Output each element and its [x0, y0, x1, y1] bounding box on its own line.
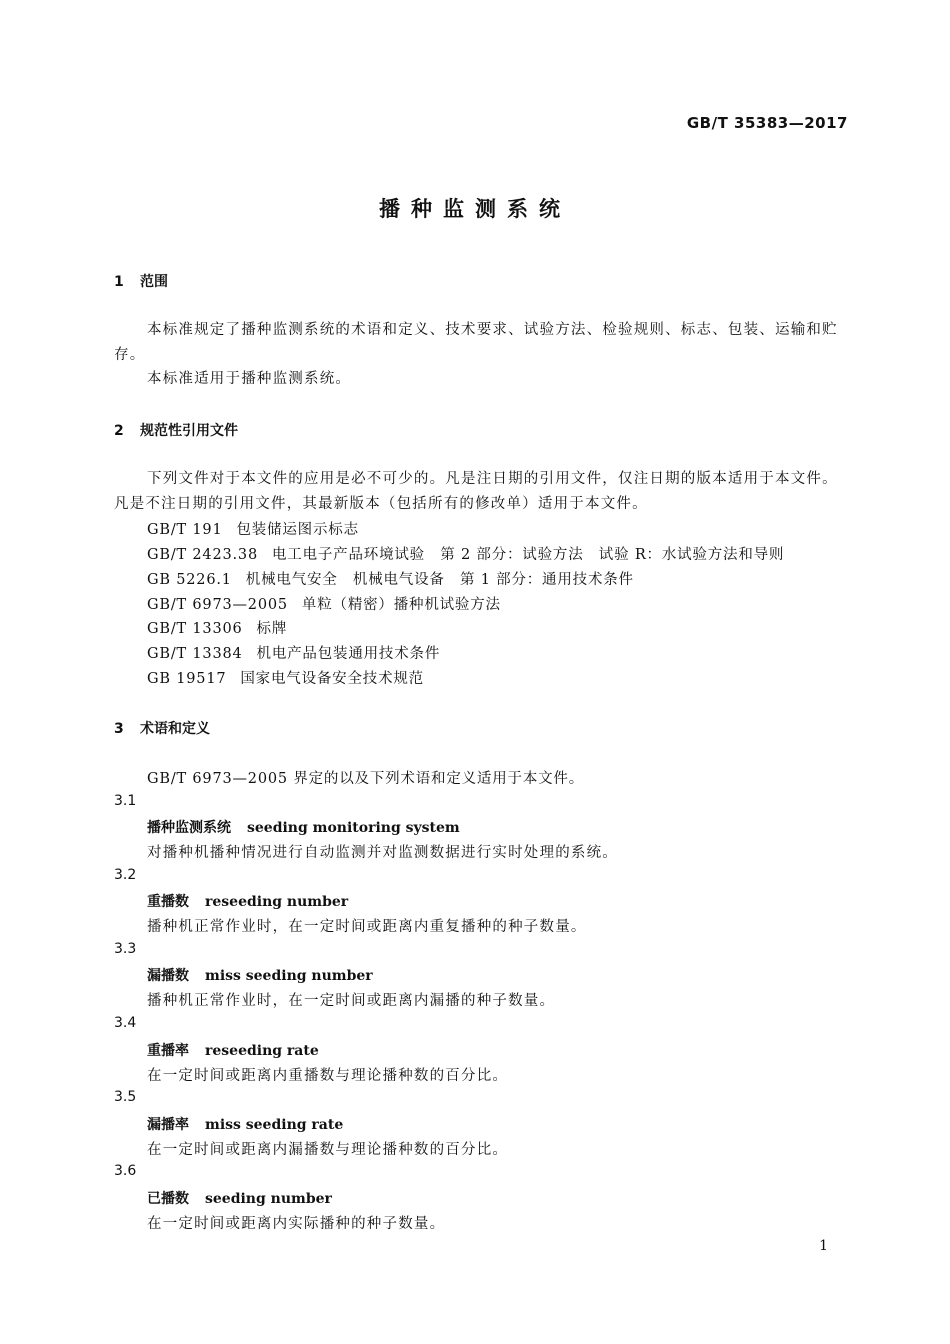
section-number: 1: [114, 274, 124, 290]
references-intro: 下列文件对于本文件的应用是必不可少的。凡是注日期的引用文件，仅注日期的版本适用于本文件。凡是不注日期的引用文件，其最新版本（包括所有的修改单）适用于本文件。: [114, 471, 838, 512]
reference-item: [147, 518, 359, 539]
reference-item: [147, 642, 440, 663]
term-title: [147, 1114, 343, 1134]
section-2-heading: [114, 420, 238, 440]
term-zh: 已播数: [147, 1191, 189, 1207]
term-definition: 在一定时间或距离内重播数与理论播种数的百分比。: [147, 1068, 509, 1084]
term-number: 3.1: [114, 793, 137, 809]
section-number: 2: [114, 423, 124, 439]
term-zh: 重播率: [147, 1043, 189, 1059]
term-en: reseeding rate: [205, 1043, 319, 1059]
reference-code: GB/T 6973—2005: [147, 597, 288, 613]
reference-item: [147, 667, 424, 688]
reference-code: GB/T 13384: [147, 646, 243, 662]
term-zh: 播种监测系统: [147, 820, 231, 836]
reference-title: 单粒（精密）播种机试验方法: [301, 597, 501, 613]
term-zh: 漏播数: [147, 968, 189, 984]
reference-code: GB/T 13306: [147, 621, 243, 637]
term-title: [147, 1040, 319, 1060]
reference-code: GB/T 191: [147, 522, 223, 538]
reference-title: 包装储运图示标志: [236, 522, 359, 538]
reference-title: 电工电子产品环境试验 第 2 部分：试验方法 试验 R：水试验方法和导则: [271, 547, 785, 563]
term-en: miss seeding rate: [205, 1117, 344, 1133]
term-title: [147, 965, 373, 985]
reference-title: 标牌: [256, 621, 288, 637]
section-1-heading: [114, 271, 168, 291]
term-title: [147, 817, 460, 837]
term-en: seeding monitoring system: [247, 820, 460, 836]
term-en: miss seeding number: [205, 968, 373, 984]
term-definition: 对播种机播种情况进行自动监测并对监测数据进行实时处理的系统。: [147, 845, 618, 861]
term-en: seeding number: [205, 1191, 332, 1207]
term-number: 3.5: [114, 1089, 137, 1105]
reference-item: [147, 617, 287, 638]
term-number: 3.3: [114, 941, 137, 957]
section-title: 规范性引用文件: [140, 423, 238, 439]
standard-number: GB/T 35383—2017: [686, 114, 848, 132]
reference-item: [147, 593, 501, 614]
section-3-heading: [114, 718, 210, 738]
reference-title: 机械电气安全 机械电气设备 第 1 部分：通用技术条件: [245, 572, 634, 588]
section-title: 范围: [140, 274, 168, 290]
page-number: 1: [819, 1238, 828, 1254]
reference-item: [147, 543, 784, 564]
term-number: 3.6: [114, 1163, 137, 1179]
reference-item: [147, 568, 634, 589]
term-definition: 在一定时间或距离内实际播种的种子数量。: [147, 1216, 446, 1232]
term-number: 3.4: [114, 1015, 137, 1031]
term-title: [147, 1188, 332, 1208]
section-title: 术语和定义: [140, 721, 210, 737]
section-number: 3: [114, 721, 124, 737]
reference-code: GB 19517: [147, 671, 227, 687]
term-definition: 播种机正常作业时，在一定时间或距离内漏播的种子数量。: [147, 993, 556, 1009]
reference-title: 国家电气设备安全技术规范: [240, 671, 424, 687]
term-number: 3.2: [114, 867, 137, 883]
reference-title: 机电产品包装通用技术条件: [256, 646, 441, 662]
scope-paragraph-2: 本标准适用于播种监测系统。: [147, 371, 352, 387]
term-title: [147, 891, 348, 911]
reference-code: GB 5226.1: [147, 572, 232, 588]
scope-paragraph-1: 本标准规定了播种监测系统的术语和定义、技术要求、试验方法、检验规则、标志、包装、运输和贮存。: [114, 322, 838, 363]
term-definition: 在一定时间或距离内漏播数与理论播种数的百分比。: [147, 1142, 509, 1158]
term-zh: 漏播率: [147, 1117, 189, 1133]
document-title: 播种监测系统: [379, 197, 571, 221]
term-zh: 重播数: [147, 894, 189, 910]
term-en: reseeding number: [205, 894, 349, 910]
reference-code: GB/T 2423.38: [147, 547, 258, 563]
terms-intro: GB/T 6973—2005 界定的以及下列术语和定义适用于本文件。: [147, 771, 585, 787]
term-definition: 播种机正常作业时，在一定时间或距离内重复播种的种子数量。: [147, 919, 587, 935]
